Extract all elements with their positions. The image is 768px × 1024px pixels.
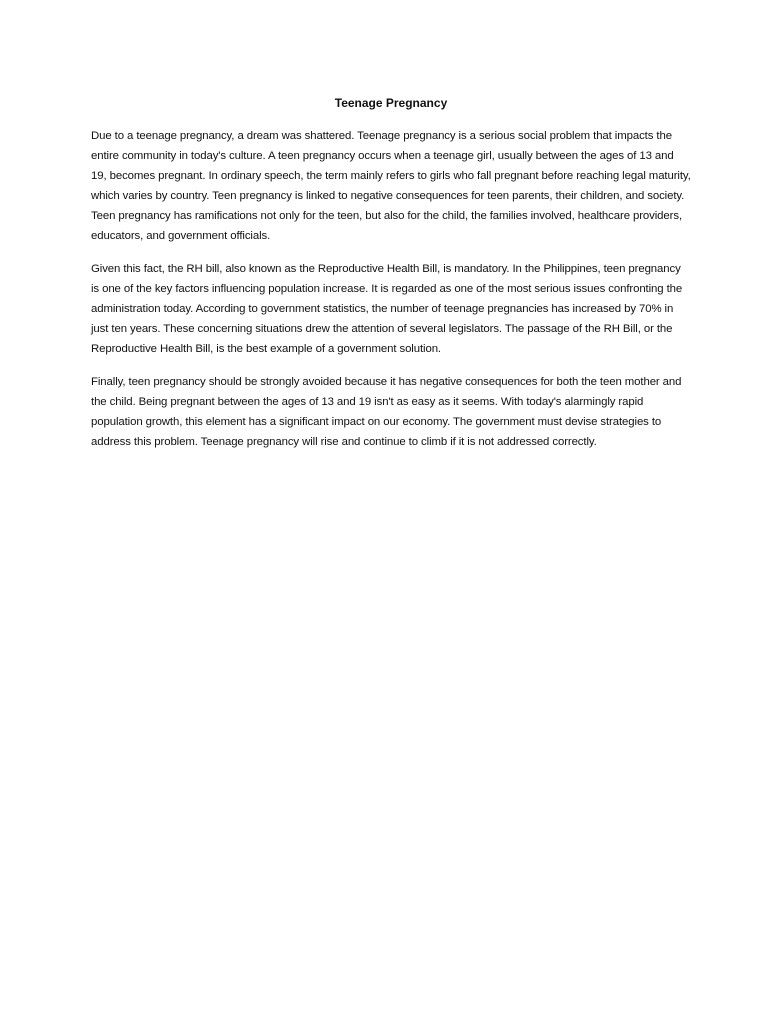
paragraph-3: Finally, teen pregnancy should be strongly avoided because it has negative consequences for both the teen mother and the child. Being pregnant between the ages of 13 and 19 isn't as easy as it seems. With today's alarmingly rapid population growth, this element has a significant impact on our economy. The government must devise strategies to address this problem. Teenage pregnancy will rise and continue to climb if it is not addressed correctly. xyxy=(91,376,682,448)
document-body xyxy=(91,93,691,465)
paragraph-2: Given this fact, the RH bill, also known as the Reproductive Health Bill, is mandatory. In the Philippines, teen pregnancy is one of the key factors influencing population increase. It is regarded as one of the most serious issues confronting the administration today. According to government statistics, the number of teenage pregnancies has increased by 70% in just ten years. These concerning situations drew the attention of several legislators. The passage of the RH Bill, or the Reproductive Health Bill, is the best example of a government solution. xyxy=(91,263,683,355)
paragraph-1: Due to a teenage pregnancy, a dream was shattered. Teenage pregnancy is a serious social problem that impacts the entire community in today's culture. A teen pregnancy occurs when a teenage girl, usually between the ages of 13 and 19, becomes pregnant. In ordinary speech, the term mainly refers to girls who fall pregnant before reaching legal maturity, which varies by country. Teen pregnancy is linked to negative consequences for teen parents, their children, and society. Teen pregnancy has ramifications not only for the teen, but also for the child, the families involved, healthcare providers, educators, and government officials. xyxy=(91,130,691,242)
document-title: Teenage Pregnancy xyxy=(334,96,448,110)
